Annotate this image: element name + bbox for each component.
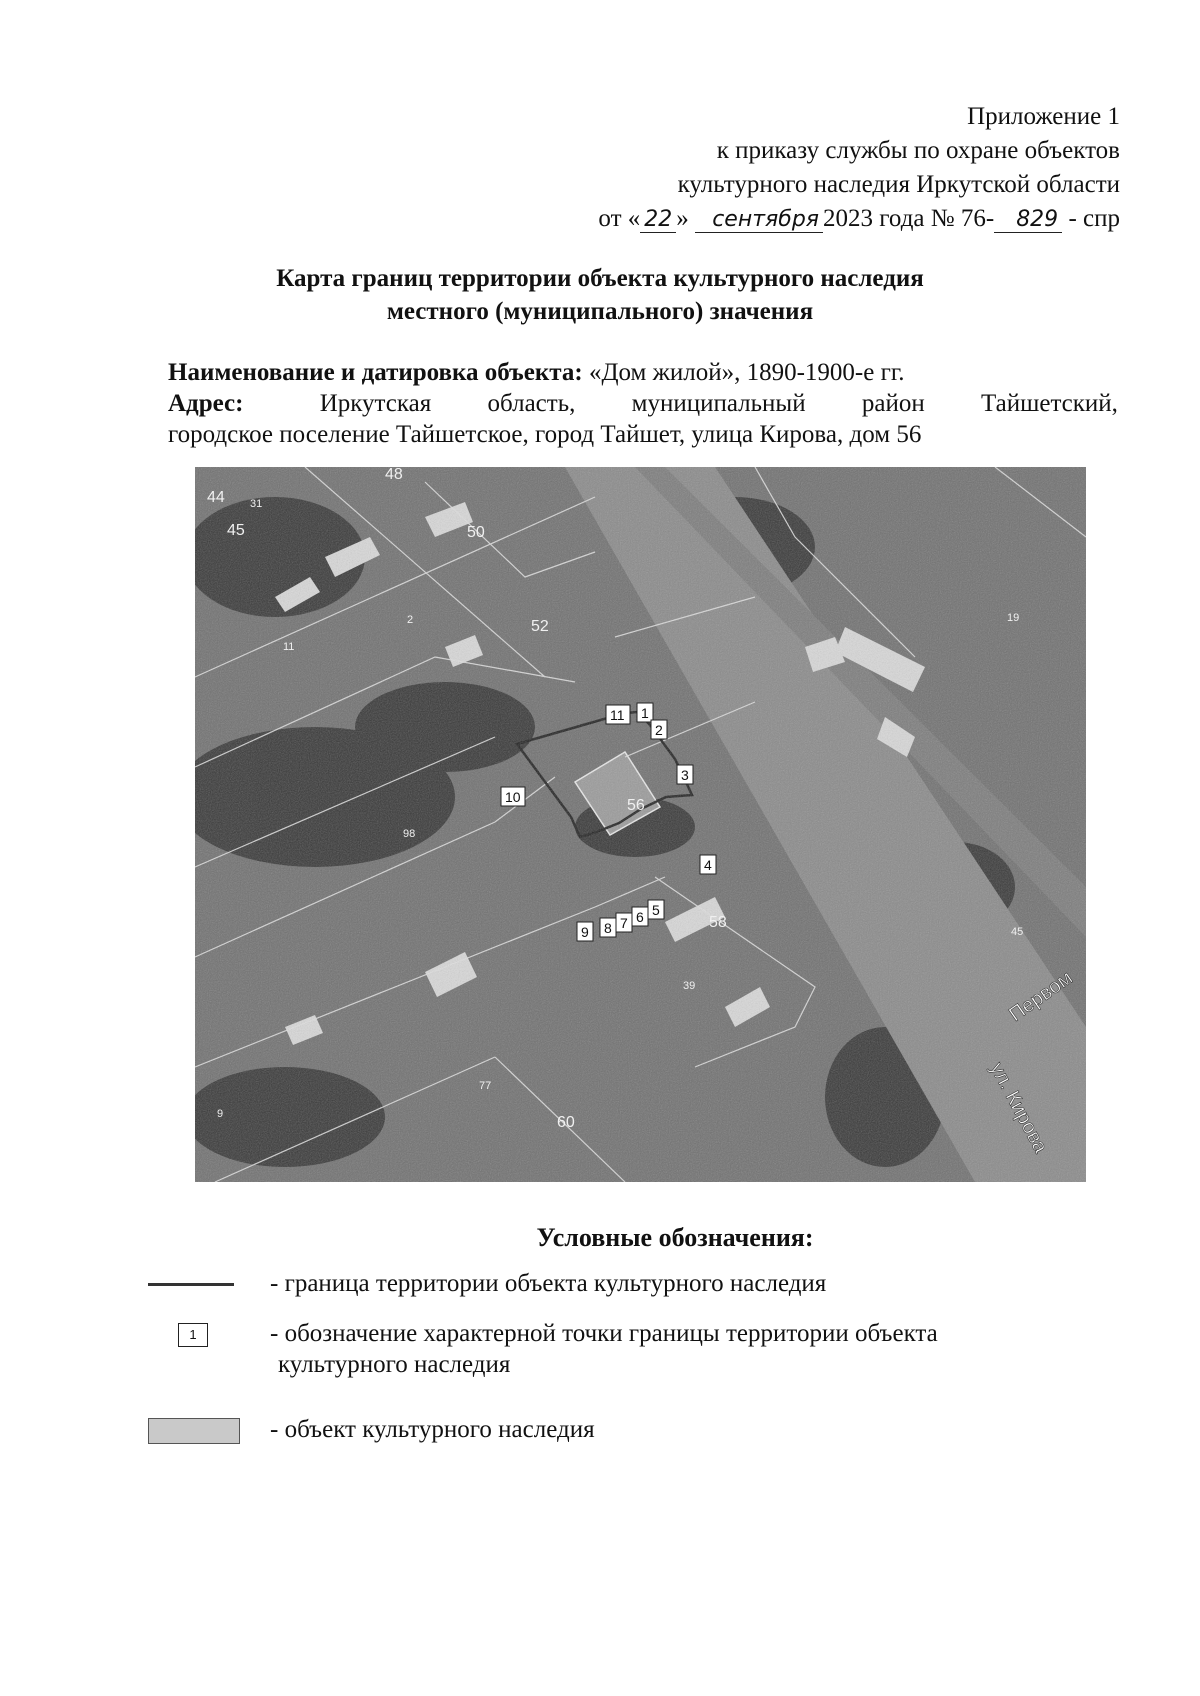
house-number: 31	[250, 498, 263, 510]
house-number: 19	[1007, 612, 1020, 624]
point-label: 4	[704, 857, 712, 873]
legend-title: Условные обозначения:	[536, 1223, 814, 1252]
boundary-point-4	[700, 855, 716, 874]
heritage-object-symbol	[148, 1418, 240, 1444]
address-word: район	[861, 390, 925, 417]
house-number: 45	[1011, 926, 1024, 938]
title-line-2: местного (муниципального) значения	[386, 298, 814, 325]
legend-item-boundary: - граница территории объекта культурного наследия	[270, 1270, 827, 1297]
order-line-3: культурного наследия Иркутской области	[677, 171, 1120, 198]
date-mid: »	[676, 205, 689, 232]
point-symbol: 1	[178, 1323, 208, 1347]
point-label: 9	[581, 924, 589, 940]
point-label: 5	[652, 902, 660, 918]
boundary-point-1	[637, 703, 653, 722]
point-label: 7	[620, 915, 628, 931]
point-label: 1	[641, 705, 649, 721]
address-line-2: городское поселение Тайшетское, город Тайшет, улица Кирова, дом 56	[168, 421, 922, 448]
house-number: 45	[227, 522, 245, 539]
house-number: 39	[683, 980, 696, 992]
appendix-label: Приложение 1	[967, 103, 1120, 130]
house-number: 77	[479, 1080, 492, 1092]
house-number: 2	[407, 614, 414, 626]
boundary-point-2	[651, 720, 667, 739]
date-prefix: от «	[598, 205, 641, 232]
house-number: 52	[531, 618, 549, 635]
point-label: 2	[655, 722, 663, 738]
object-name-row	[168, 357, 1118, 388]
address-row	[168, 388, 1118, 419]
point-label: 6	[636, 909, 644, 925]
house-number: 60	[557, 1114, 575, 1131]
map-grain	[195, 467, 1086, 1182]
order-header	[598, 100, 1120, 236]
point-label: 3	[681, 767, 689, 783]
boundary-point-9	[577, 922, 593, 941]
map-svg	[195, 467, 1086, 1182]
title-line-1: Карта границ территории объекта культурного наследия	[276, 265, 924, 292]
house-number: 98	[403, 828, 416, 840]
handwritten-day: 22	[640, 208, 676, 233]
house-number: 50	[467, 524, 485, 541]
street-label-pervom: Первом	[1005, 966, 1077, 1027]
house-number: 58	[709, 914, 727, 931]
object-info	[168, 357, 1118, 450]
boundary-point-7	[616, 913, 632, 932]
house-number: 11	[283, 641, 295, 653]
order-line-2: к приказу службы по охране объектов	[716, 137, 1120, 164]
boundary-point-11	[606, 705, 630, 724]
house-number: 44	[207, 489, 225, 506]
address-word: Иркутская	[319, 390, 432, 417]
house-number: 9	[217, 1108, 224, 1120]
boundary-line-symbol	[148, 1283, 234, 1286]
address-word: Тайшетский,	[980, 390, 1118, 417]
boundary-point-3	[677, 765, 693, 784]
house-number: 56	[627, 797, 645, 814]
year-text: 2023 года № 76-	[823, 205, 995, 232]
legend-item-point	[270, 1318, 938, 1380]
point-label: 8	[604, 920, 612, 936]
boundary-point-6	[632, 907, 648, 926]
order-suffix: - спр	[1068, 205, 1120, 232]
document-title	[0, 262, 1200, 328]
address-word: область,	[487, 390, 576, 417]
handwritten-month: сентября	[695, 208, 823, 233]
street-label-kirova: ул. Кирова	[985, 1059, 1052, 1157]
object-name-label: Наименование и датировка объекта:	[168, 359, 583, 386]
legend-item-heritage: - объект культурного наследия	[270, 1416, 595, 1443]
object-name-value: «Дом жилой», 1890-1900-е гг.	[588, 359, 905, 386]
boundary-point-8	[600, 918, 616, 937]
address-label: Адрес:	[168, 390, 244, 417]
point-label: 11	[610, 707, 625, 723]
satellite-map	[195, 467, 1086, 1182]
boundary-point-5	[648, 900, 664, 919]
point-label: 10	[505, 789, 521, 805]
legend-item-point-line2: культурного наследия	[278, 1351, 511, 1378]
legend-item-point-line1: - обозначение характерной точки границы территории объекта	[270, 1320, 938, 1347]
house-number: 48	[385, 467, 403, 483]
boundary-point-10	[501, 787, 525, 806]
order-date-line	[598, 202, 1120, 236]
handwritten-number: 829	[994, 208, 1062, 233]
address-word: муниципальный	[631, 390, 806, 417]
